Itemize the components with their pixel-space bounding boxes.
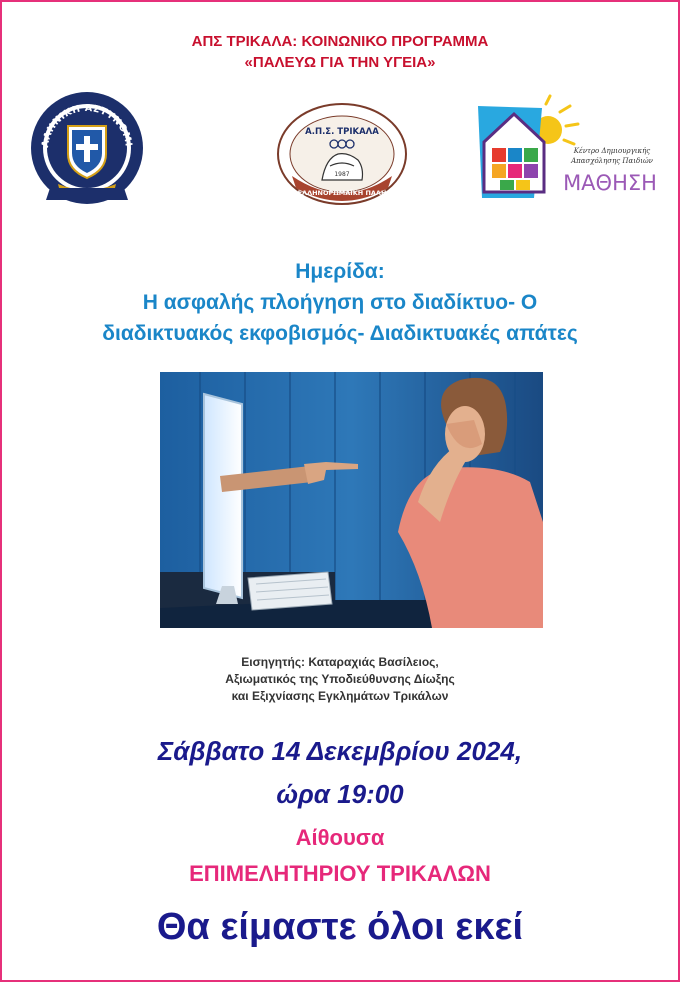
event-title-line-1: Η ασφαλής πλοήγηση στο διαδίκτυο- Ο: [142, 291, 538, 314]
speaker-line-2: Αξιωματικός της Υποδιεύθυνσης Δίωξης: [225, 672, 455, 686]
svg-text:ΕΛΛΗΝΟΡΩΜΑΪΚΗ ΠΑΛΗ: ΕΛΛΗΝΟΡΩΜΑΪΚΗ ΠΑΛΗ: [297, 189, 387, 197]
header-line-2: «ΠΑΛΕΥΩ ΓΙΑ ΤΗΝ ΥΓΕΙΑ»: [244, 54, 436, 71]
header-line-1: ΑΠΣ ΤΡΙΚΑΛΑ: ΚΟΙΝΩΝΙΚΟ ΠΡΟΓΡΑΜΜΑ: [191, 33, 489, 50]
svg-text:Α.Π.Σ. ΤΡΙΚΑΛΑ: Α.Π.Σ. ΤΡΙΚΑΛΑ: [305, 127, 379, 137]
svg-text:Κέντρο Δημιουργικής: Κέντρο Δημιουργικής: [573, 147, 651, 155]
police-logo: [28, 88, 146, 210]
event-time: ώρα 19:00: [276, 779, 404, 809]
svg-text:ΜΑΘΗΣΗ: ΜΑΘΗΣΗ: [563, 171, 657, 195]
event-date: Σάββατο 14 Δεκεμβρίου 2024,: [157, 736, 523, 766]
speaker-line-1: Εισηγητής: Καταραχιάς Βασίλειος,: [241, 655, 439, 669]
mathisi-logo: [474, 94, 670, 202]
venue-name: ΕΠΙΜΕΛΗΤΗΡΙΟΥ ΤΡΙΚΑΛΩΝ: [189, 861, 491, 886]
cyberbullying-photo: [160, 372, 543, 628]
closing-line: Θα είμαστε όλοι εκεί: [156, 906, 524, 948]
svg-text:Απασχόλησης Παιδιών: Απασχόλησης Παιδιών: [571, 157, 653, 165]
venue-hall: Αίθουσα: [295, 825, 385, 850]
speaker-line-3: και Εξιχνίασης Εγκλημάτων Τρικάλων: [231, 689, 449, 703]
svg-text:1987: 1987: [334, 171, 350, 178]
svg-text:ΕΛΛΗΝΙΚΗ ΑΣΤΥΝΟΜΙΑ: ΛΛΗΝΙΚΗ ΑΣΤΥΝΟΜΙ: [39, 102, 134, 149]
event-title-line-2: διαδικτυακός εκφοβισμός- Διαδικτυακές απάτες: [102, 322, 578, 345]
event-type: Ημερίδα:: [295, 260, 385, 283]
club-logo: [276, 102, 408, 206]
